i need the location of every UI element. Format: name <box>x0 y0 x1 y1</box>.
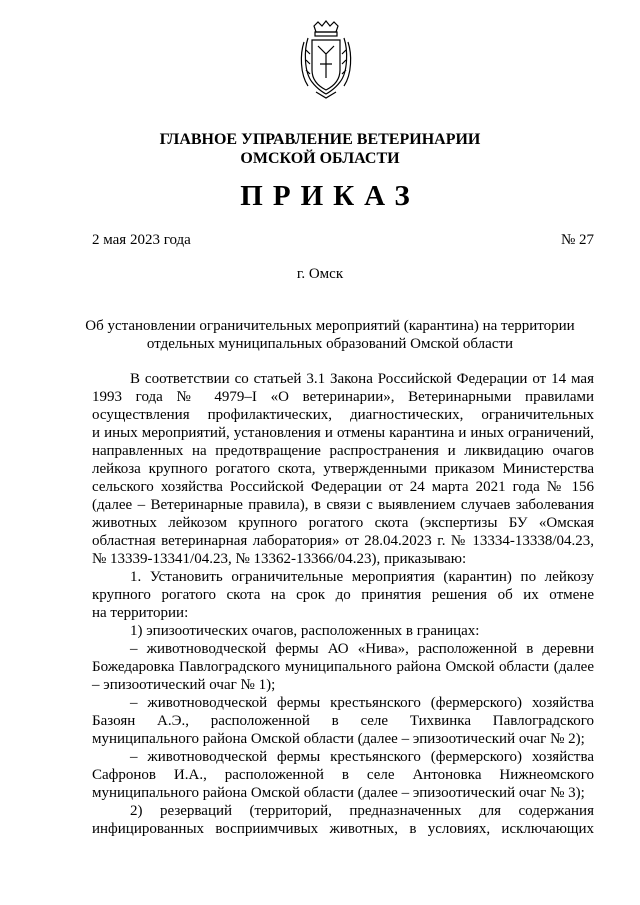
body-line: направленных на предотвращение распространения и ликвидацию очагов <box>92 443 594 459</box>
subject-line: Об установлении ограничительных мероприятий (карантина) на территории <box>85 318 575 334</box>
body-line: сельского хозяйства Российской Федерации от 24 марта 2021 года № 156 <box>92 479 594 495</box>
org-name-line2: ОМСКОЙ ОБЛАСТИ <box>240 150 400 167</box>
document-city: г. Омск <box>296 266 344 282</box>
document-number: № 27 <box>560 232 594 248</box>
body-line: на территории: <box>92 605 189 621</box>
body-line: крупного рогатого скота на срок до принятия решения об их отмене <box>92 587 594 603</box>
body-line: инфицированных восприимчивых животных, в условиях, исключающих <box>92 821 594 837</box>
body-line: Базоян А.Э., расположенной в селе Тихвинка Павлоградского <box>92 713 594 729</box>
date-number-line <box>92 232 594 249</box>
subject-line: отдельных муниципальных образований Омской области <box>146 336 514 352</box>
body-line: В соответствии со статьей 3.1 Закона Российской Федерации от 14 мая <box>130 371 594 387</box>
body-line: – животноводческой фермы крестьянского (фермерского) хозяйства <box>130 749 594 765</box>
body-line: – животноводческой фермы АО «Нива», расположенной в деревни <box>130 641 594 657</box>
body-line: муниципального района Омской области (далее – эпизоотический очаг № 2); <box>92 731 585 747</box>
body-line: и иных мероприятий, установления и отмены карантина и иных ограничений, <box>92 425 594 441</box>
body-line: 1993 года № 4979–I «О ветеринарии», Ветеринарными правилами <box>92 389 594 405</box>
body-line: 1) эпизоотических очагов, расположенных в границах: <box>130 623 480 639</box>
document-title: ПРИКАЗ <box>240 180 420 212</box>
body-line: – животноводческой фермы крестьянского (фермерского) хозяйства <box>130 695 594 711</box>
body-line: Сафронов И.А., расположенной в селе Антоновка Нижнеомского <box>92 767 594 783</box>
document-body <box>92 370 594 838</box>
body-line: 1. Установить ограничительные мероприятия (карантин) по лейкозу <box>130 569 594 585</box>
document-subject <box>60 317 600 353</box>
body-line: осуществления профилактических, диагностических, ограничительных <box>92 407 594 423</box>
body-line: областная ветеринарная лаборатория» от 28.04.2023 г. № 13334-13338/04.23, <box>92 533 594 549</box>
document-date: 2 мая 2023 года <box>92 232 191 248</box>
body-line: Божедаровка Павлоградского муниципального района Омской области (далее <box>92 659 594 675</box>
body-line: муниципального района Омской области (далее – эпизоотический очаг № 3); <box>92 785 585 801</box>
body-line: животных лейкозом крупного рогатого скота (экспертизы БУ «Омская <box>92 515 594 531</box>
body-line: – эпизоотический очаг № 1); <box>92 677 276 693</box>
body-line: (далее – Ветеринарные правила), в связи с выявлением случаев заболевания <box>92 497 594 513</box>
body-line: 2) резерваций (территорий, предназначенных для содержания <box>130 803 594 819</box>
body-line: № 13339-13341/04.23, № 13362-13366/04.23), приказываю: <box>92 551 467 567</box>
org-name-line1: ГЛАВНОЕ УПРАВЛЕНИЕ ВЕТЕРИНАРИИ <box>159 131 481 148</box>
body-line: лейкоза крупного рогатого скота, утвержденными приказом Министерства <box>92 461 594 477</box>
omsk-coat-of-arms-icon <box>300 20 352 100</box>
